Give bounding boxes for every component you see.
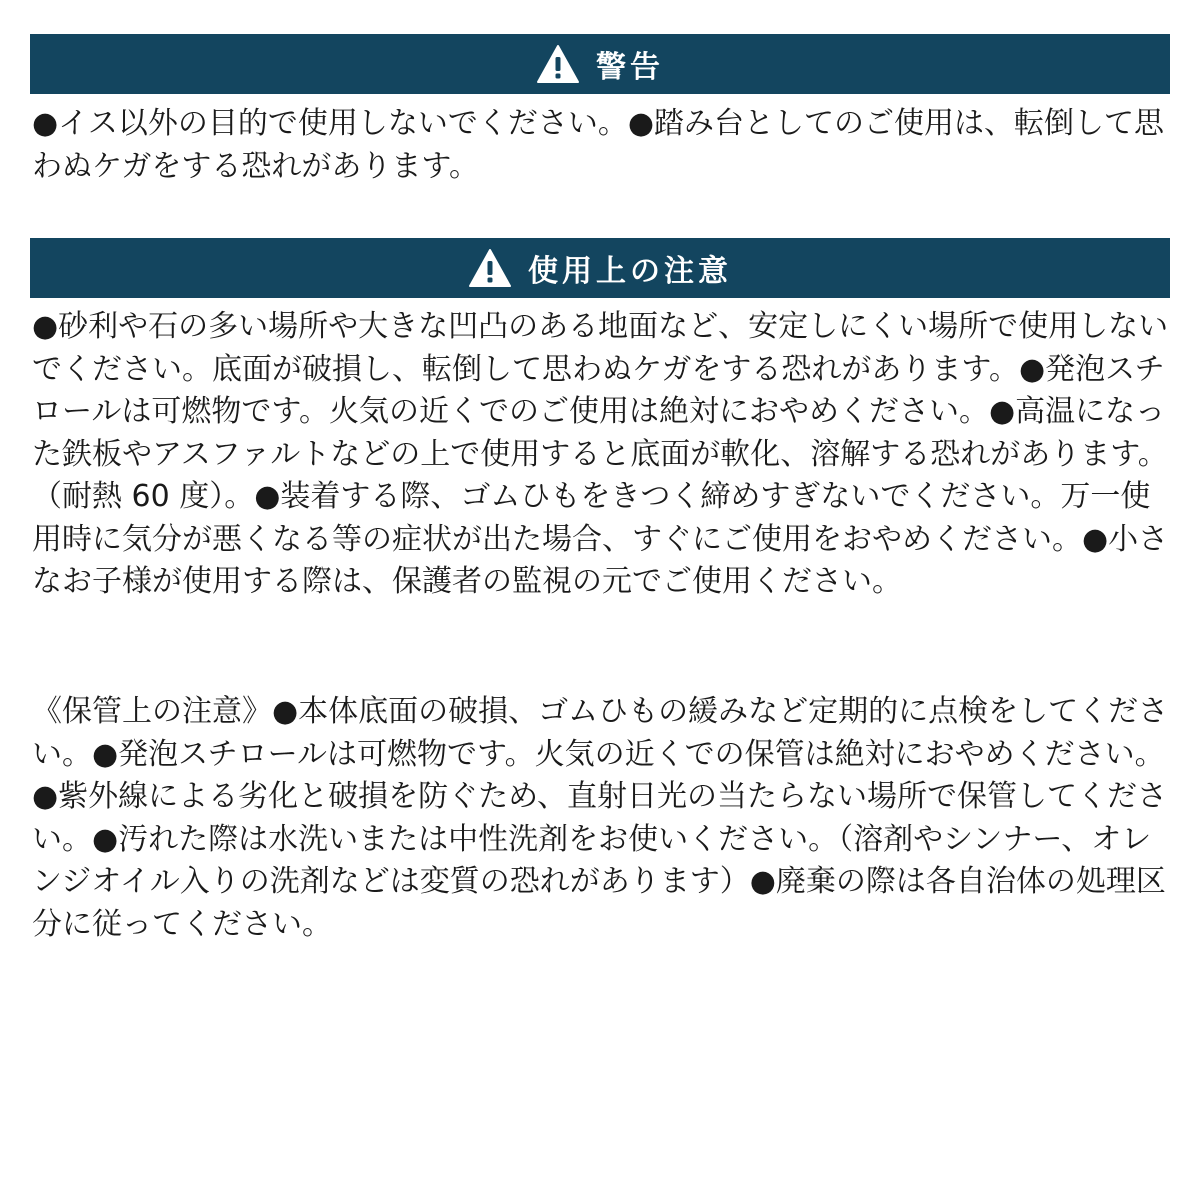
warning-header-content [536, 42, 664, 86]
warning-triangle-icon [536, 44, 580, 84]
usage-caution-title: 使用上の注意 [528, 254, 732, 289]
usage-caution-header [30, 238, 1170, 298]
storage-caution-text: 《保管上の注意》●本体底面の破損、ゴムひもの緩みなど定期的に点検をしてください。●発泡スチロールは可燃物です。火気の近くでの保管は絶対におやめください。●紫外線による劣化と破損を防ぐため、直射日光の当たらない場所で保管してください。●汚れた際は水洗いまたは中性洗剤をお使いください。（溶剤やシンナー、オレンジオイル入りの洗剤などは変質の恐れがあります）●廃棄の際は各自治体の処理区分に従ってください。 [32, 694, 1169, 942]
usage-caution-header-content [468, 246, 732, 290]
warning-triangle-icon [468, 248, 512, 288]
warning-title: 警告 [596, 50, 664, 85]
usage-caution-text: ●砂利や石の多い場所や大きな凹凸のある地面など、安定しにくい場所で使用しないでください。底面が破損し、転倒して思わぬケガをする恐れがあります。●発泡スチロールは可燃物です。火気の近くでのご使用は絶対におやめください。●高温になった鉄板やアスファルトなどの上で使用すると底面が軟化、溶解する恐れがあります。（耐熱 60 度）。●装着する際、ゴムひもをきつく締めすぎないでください。万一使用時に気分が悪くなる等の症状が出た場合、すぐにご使用をおやめください。●小さなお子様が使用する際は、保護者の監視の元でご使用ください。 [32, 309, 1169, 599]
warning-text: ●イス以外の目的で使用しないでください。●踏み台としてのご使用は、転倒して思わぬケガをする恐れがあります。 [32, 106, 1165, 184]
warning-header [30, 34, 1170, 94]
